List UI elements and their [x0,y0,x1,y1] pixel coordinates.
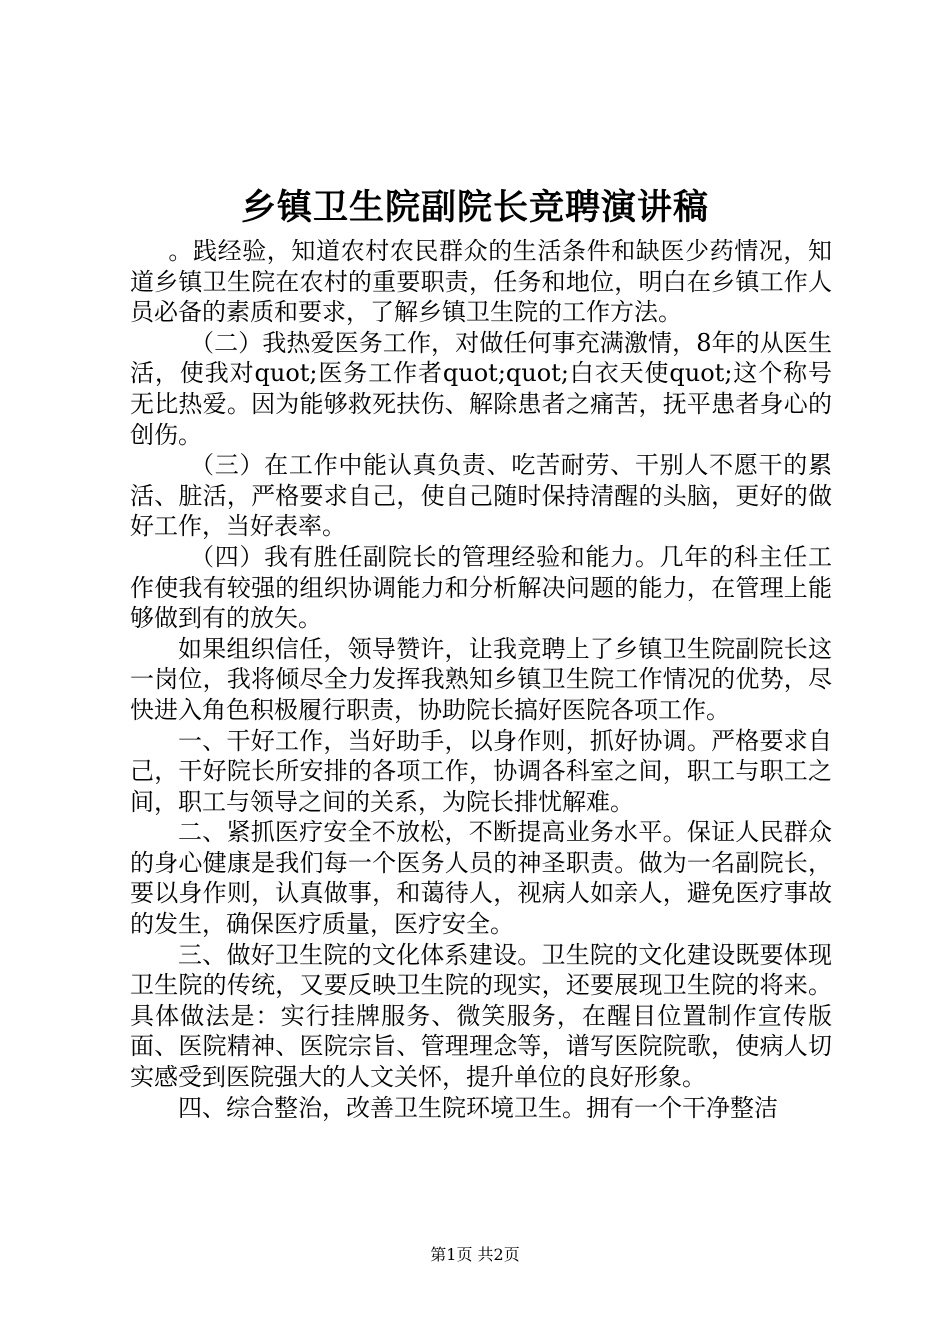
paragraph: 。践经验，知道农村农民群众的生活条件和缺医少药情况，知道乡镇卫生院在农村的重要职责，任务和地位，明白在乡镇工作人员必备的素质和要求，了解乡镇卫生院的工作方法。 [130,237,832,327]
page-footer: 第1页 共2页 [430,1245,520,1264]
paragraph: （三）在工作中能认真负责、吃苦耐劳、干别人不愿干的累活、脏活，严格要求自己，使自己随时保持清醒的头脑，更好的做好工作，当好表率。 [130,451,832,541]
paragraph: 三、做好卫生院的文化体系建设。卫生院的文化建设既要体现卫生院的传统，又要反映卫生院的现实，还要展现卫生院的将来。具体做法是：实行挂牌服务、微笑服务，在醒目位置制作宣传版面、医院精神、医院宗旨、管理理念等，谱写医院院歌，使病人切实感受到医院强大的人文关怀，提升单位的良好形象。 [130,940,832,1092]
paragraph: 如果组织信任，领导赞许，让我竞聘上了乡镇卫生院副院长这一岗位，我将倾尽全力发挥我熟知乡镇卫生院工作情况的优势，尽快进入角色积极履行职责，协助院长搞好医院各项工作。 [130,634,832,724]
paragraph: 二、紧抓医疗安全不放松，不断提高业务水平。保证人民群众的身心健康是我们每一个医务人员的神圣职责。做为一名副院长，要以身作则，认真做事，和蔼待人，视病人如亲人，避免医疗事故的发生，确保医疗质量，医疗安全。 [130,818,832,939]
paragraph: （四）我有胜任副院长的管理经验和能力。几年的科主任工作使我有较强的组织协调能力和分析解决问题的能力，在管理上能够做到有的放矢。 [130,542,832,633]
paragraph: 一、干好工作，当好助手，以身作则，抓好协调。严格要求自己，干好院长所安排的各项工作，协调各科室之间，职工与职工之间，职工与领导之间的关系，为院长排忧解难。 [130,726,832,816]
document-body [130,236,832,1123]
paragraph: （二）我热爱医务工作，对做任何事充满激情，8年的从医生活，使我对quot;医务工作者quot;quot;白衣天使quot;这个称号无比热爱。因为能够救死扶伤、解除患者之痛苦，抚平患者身心的创伤。 [130,328,832,449]
paragraph: 四、综合整治，改善卫生院环境卫生。拥有一个干净整洁 [178,1093,778,1122]
document-title: 乡镇卫生院副院长竞聘演讲稿 [240,187,709,228]
